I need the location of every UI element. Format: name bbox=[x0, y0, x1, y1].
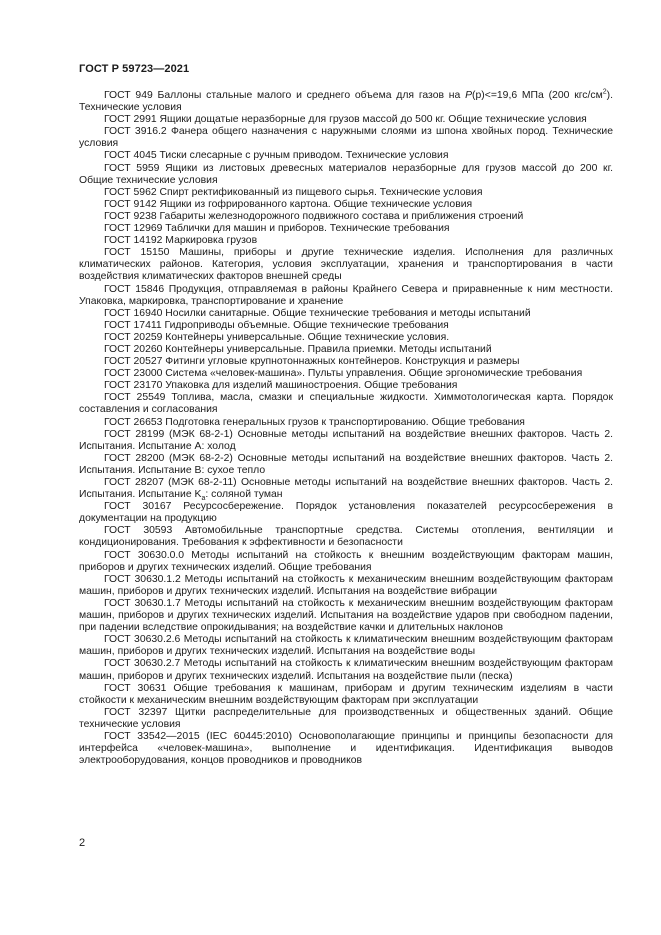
reference-text: ГОСТ 28207 (МЭК 68-2-11) Основные методы испытаний на воздействие внешних факторов. Часть 2. Испытания. Испытание K bbox=[79, 477, 613, 501]
reference-text: ГОСТ 20260 Контейнеры универсальные. Правила приемки. Методы испытаний bbox=[104, 343, 492, 355]
reference-text: ГОСТ 23000 Система «человек-машина». Пульты управления. Общие эргономические требования bbox=[104, 368, 583, 380]
reference-item bbox=[79, 417, 613, 429]
reference-text: ГОСТ 30630.2.7 Методы испытаний на стойкость к климатическим внешним воздействующим факторам машин, приборов и других технических изделий. Испытания на воздействие пыли (песка) bbox=[79, 658, 613, 682]
reference-text: ГОСТ 30630.1.7 Методы испытаний на стойкость к механическим внешним воздействующим факторам машин, приборов и других технических изделий. Испытания на воздействие ударов при свободном падении, при падении вследствие опрокидывания; на воздействие качки и длительных наклонов bbox=[79, 597, 613, 634]
reference-text: P bbox=[465, 90, 473, 101]
reference-item bbox=[79, 150, 613, 162]
reference-text: 2 bbox=[602, 88, 607, 96]
page-number: 2 bbox=[79, 837, 86, 849]
reference-text: ГОСТ 15846 Продукция, отправляемая в районы Крайнего Севера и приравненные к ним местности. Упаковка, маркировка, транспортирование и хранение bbox=[79, 283, 613, 307]
reference-text: ГОСТ 30630.0.0 Методы испытаний на стойкость к внешним воздействующим факторам машин, приборов и других технических изделий. Общие требования bbox=[79, 549, 613, 573]
reference-text: ГОСТ 30630.1.2 Методы испытаний на стойкость к механическим внешним воздействующим факторам машин, приборов и других технических изделий. Испытания на воздействие вибрации bbox=[79, 573, 613, 597]
reference-item bbox=[79, 235, 613, 247]
reference-item bbox=[79, 126, 613, 150]
reference-item bbox=[79, 658, 613, 682]
reference-item bbox=[79, 308, 613, 320]
reference-text: ГОСТ 30630.2.6 Методы испытаний на стойкость к климатическим внешним воздействующим факторам машин, приборов и других технических изделий. Испытания на воздействие воды bbox=[79, 634, 613, 658]
reference-item bbox=[79, 332, 613, 344]
reference-item bbox=[79, 90, 613, 114]
reference-item bbox=[79, 477, 613, 501]
reference-text: ГОСТ 33542—2015 (IEC 60445:2010) Основополагающие принципы и принципы безопасности для интерфейса «человек-машина», выполнение и идентификация. Идентификация выводов электрооборудования, концов проводников и проводников bbox=[79, 730, 613, 767]
normative-references-list bbox=[79, 90, 613, 767]
reference-item bbox=[79, 284, 613, 308]
reference-item bbox=[79, 380, 613, 392]
reference-item bbox=[79, 187, 613, 199]
reference-item bbox=[79, 344, 613, 356]
reference-text: ГОСТ 14192 Маркировка грузов bbox=[104, 235, 258, 247]
reference-item bbox=[79, 368, 613, 380]
page-header-title: ГОСТ Р 59723—2021 bbox=[79, 63, 190, 75]
reference-text: ГОСТ 17411 Гидроприводы объемные. Общие технические требования bbox=[104, 319, 449, 331]
reference-item bbox=[79, 163, 613, 187]
reference-item bbox=[79, 320, 613, 332]
reference-item bbox=[79, 731, 613, 767]
reference-item bbox=[79, 525, 613, 549]
reference-text: ГОСТ 9142 Ящики из гофрированного картона. Общие технические условия bbox=[104, 198, 473, 210]
reference-item bbox=[79, 392, 613, 416]
reference-text: ГОСТ 4045 Тиски слесарные с ручным приводом. Технические условия bbox=[104, 150, 449, 162]
reference-item bbox=[79, 429, 613, 453]
reference-item bbox=[79, 683, 613, 707]
reference-text: ГОСТ 15150 Машины, приборы и другие технические изделия. Исполнения для различных климатических районов. Категория, условия эксплуатации, хранения и транспортирования в части воздействия климатических факторов внешней среды bbox=[79, 247, 613, 283]
reference-text: ГОСТ 3916.2 Фанера общего назначения с наружными слоями из шпона хвойных пород. Технические условия bbox=[79, 126, 613, 150]
reference-text: : соляной туман bbox=[205, 489, 283, 501]
reference-item bbox=[79, 634, 613, 658]
reference-text: ГОСТ 30631 Общие требования к машинам, приборам и другим техническим изделиям в части стойкости к механическим внешним воздействующим факторам при эксплуатации bbox=[79, 682, 613, 706]
reference-text: ГОСТ 949 Баллоны стальные малого и среднего объема для газов на bbox=[104, 90, 466, 101]
reference-text: ГОСТ 30167 Ресурсосбережение. Порядок установления показателей ресурсосбережения в документации на продукцию bbox=[79, 501, 613, 525]
reference-item bbox=[79, 501, 613, 525]
reference-text: ГОСТ 9238 Габариты железнодорожного подвижного состава и приближения строений bbox=[104, 210, 524, 222]
reference-text: ГОСТ 26653 Подготовка генеральных грузов к транспортированию. Общие требования bbox=[104, 416, 525, 428]
reference-text: ). Технические условия bbox=[79, 90, 613, 114]
reference-text: (р)<=19,6 МПа (200 кгс/см bbox=[472, 90, 603, 101]
reference-item bbox=[79, 707, 613, 731]
reference-item bbox=[79, 550, 613, 574]
reference-text: ГОСТ 12969 Таблички для машин и приборов. Технические требования bbox=[104, 223, 450, 235]
reference-text: ГОСТ 5959 Ящики из листовых древесных материалов неразборные для грузов массой до 200 кг. Общие технические условия bbox=[79, 162, 613, 186]
reference-item bbox=[79, 453, 613, 477]
reference-item bbox=[79, 356, 613, 368]
reference-item bbox=[79, 223, 613, 235]
reference-text: ГОСТ 23170 Упаковка для изделий машиностроения. Общие требования bbox=[104, 380, 458, 392]
reference-text: ГОСТ 28200 (МЭК 68-2-2) Основные методы испытаний на воздействие внешних факторов. Часть 2. Испытания. Испытание В: сухое тепло bbox=[79, 452, 613, 476]
reference-text: ГОСТ 25549 Топлива, масла, смазки и специальные жидкости. Химмотологическая карта. Порядок составления и согласования bbox=[79, 392, 613, 416]
reference-text: ГОСТ 20527 Фитинги угловые крупнотоннажных контейнеров. Конструкция и размеры bbox=[104, 356, 520, 368]
reference-text: ГОСТ 28199 (МЭК 68-2-1) Основные методы испытаний на воздействие внешних факторов. Часть 2. Испытания. Испытание А: холод bbox=[79, 428, 613, 452]
reference-text: a bbox=[201, 495, 206, 503]
reference-text: ГОСТ 16940 Носилки санитарные. Общие технические требования и методы испытаний bbox=[104, 307, 531, 319]
reference-item bbox=[79, 211, 613, 223]
reference-text: ГОСТ 20259 Контейнеры универсальные. Общие технические условия. bbox=[104, 331, 450, 343]
reference-item bbox=[79, 199, 613, 211]
reference-item bbox=[79, 598, 613, 634]
reference-text: ГОСТ 32397 Щитки распределительные для производственных и общественных зданий. Общие технические условия bbox=[79, 706, 613, 730]
reference-item bbox=[79, 574, 613, 598]
reference-item bbox=[79, 247, 613, 283]
reference-item bbox=[79, 114, 613, 126]
reference-text: ГОСТ 30593 Автомобильные транспортные средства. Системы отопления, вентиляции и кондиционирования. Требования к эффективности и безопасности bbox=[79, 525, 613, 549]
reference-text: ГОСТ 5962 Спирт ректификованный из пищевого сырья. Технические условия bbox=[104, 186, 483, 198]
reference-text: ГОСТ 2991 Ящики дощатые неразборные для грузов массой до 500 кг. Общие технические условия bbox=[104, 114, 587, 126]
